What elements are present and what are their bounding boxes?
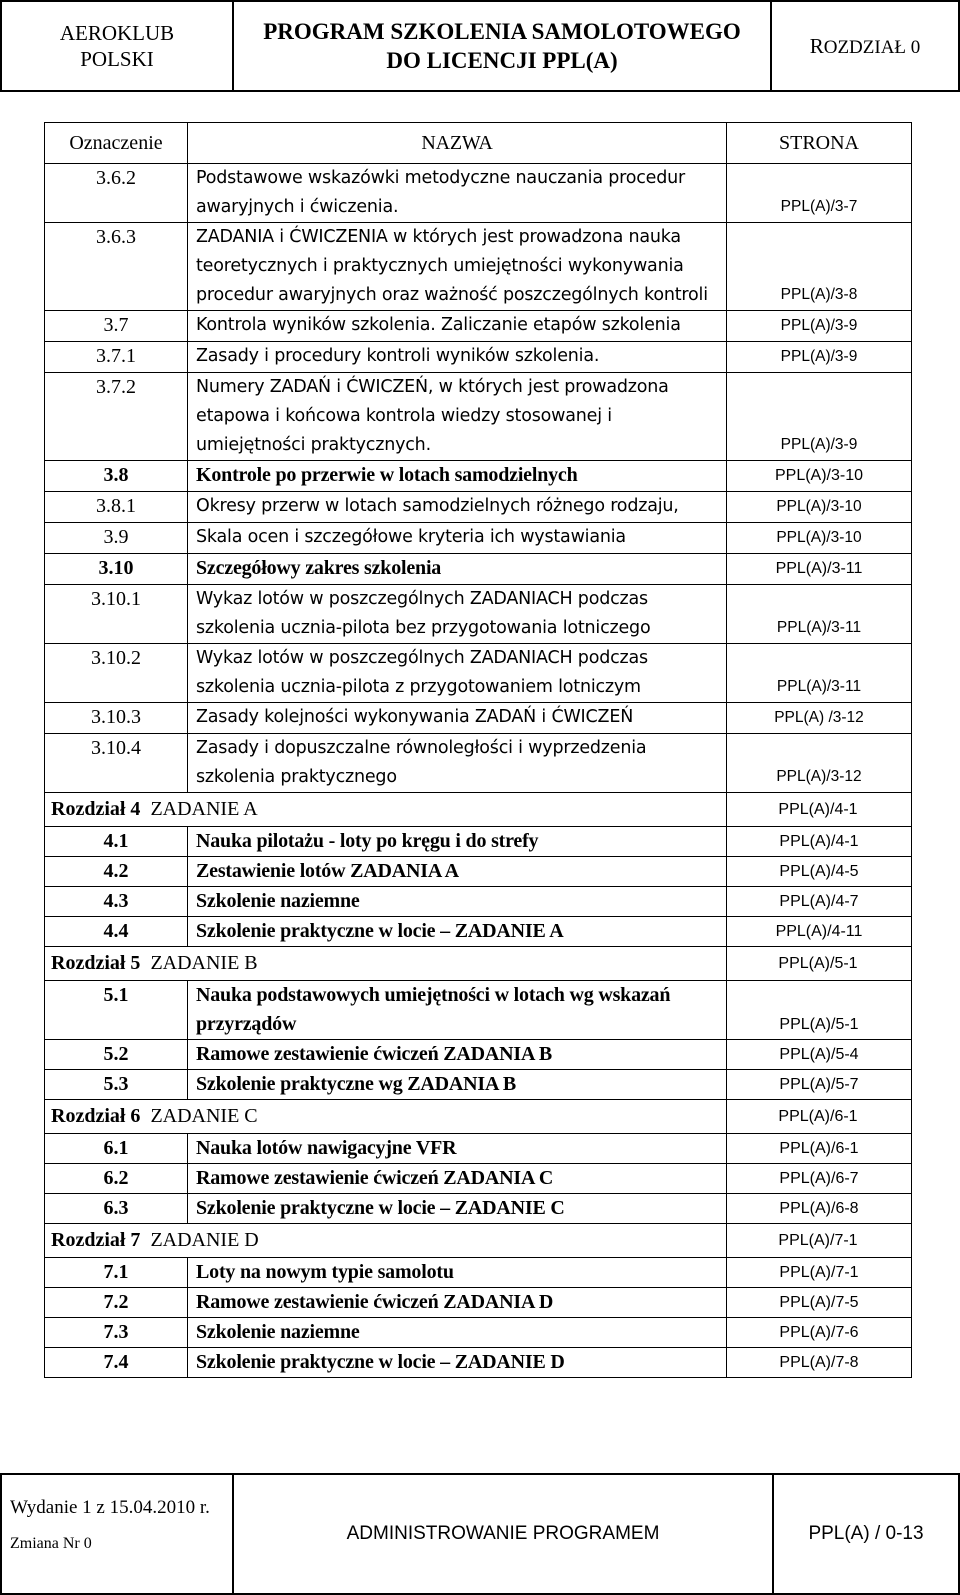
toc-entry-name: Nauka pilotażu - loty po kręgu i do strefy bbox=[188, 827, 727, 857]
toc-entry-page: PPL(A)/4-11 bbox=[727, 917, 912, 947]
toc-entry-id: 4.3 bbox=[45, 887, 188, 917]
toc-entry-name: Wykaz lotów w poszczególnych ZADANIACH podczas szkolenia ucznia-pilota bez przygotowania lotniczego bbox=[188, 585, 727, 644]
toc-row bbox=[45, 1258, 912, 1288]
toc-entry-id: 3.8 bbox=[45, 461, 188, 492]
org-line-1: AEROKLUB bbox=[59, 21, 175, 45]
toc-entry-name: Zasady kolejności wykonywania ZADAŃ i ĆWICZEŃ bbox=[188, 703, 727, 734]
toc-entry-id: 7.1 bbox=[45, 1258, 188, 1288]
toc-row bbox=[45, 342, 912, 373]
toc-entry-name: Kontrole po przerwie w lotach samodzielnych bbox=[188, 461, 727, 492]
toc-entry-name: Wykaz lotów w poszczególnych ZADANIACH podczas szkolenia ucznia-pilota z przygotowaniem lotniczym bbox=[188, 644, 727, 703]
toc-entry-id: 3.7.1 bbox=[45, 342, 188, 373]
toc-entry-name: Nauka podstawowych umiejętności w lotach wg wskazań przyrządów bbox=[188, 981, 727, 1040]
toc-entry-id: 3.10.3 bbox=[45, 703, 188, 734]
toc-entry-id: 7.3 bbox=[45, 1318, 188, 1348]
toc-entry-page: PPL(A)/4-7 bbox=[727, 887, 912, 917]
toc-entry-name: Zasady i procedury kontroli wyników szkolenia. bbox=[188, 342, 727, 373]
toc-row bbox=[45, 373, 912, 461]
chapter-number: Rozdział 7 bbox=[51, 1229, 141, 1251]
toc-entry-name: Szkolenie praktyczne w locie – ZADANIE D bbox=[188, 1348, 727, 1378]
toc-entry-name: Numery ZADAŃ i ĆWICZEŃ, w których jest prowadzona etapowa i końcowa kontrola wiedzy stosowanej i umiejętności praktycznych. bbox=[188, 373, 727, 461]
toc-entry-name: Szczegółowy zakres szkolenia bbox=[188, 554, 727, 585]
toc-entry-page: PPL(A)/6-1 bbox=[727, 1134, 912, 1164]
toc-row bbox=[45, 644, 912, 703]
chapter-heading bbox=[45, 793, 727, 827]
toc-entry-page: PPL(A) /3-12 bbox=[727, 703, 912, 734]
toc-chapter-row bbox=[45, 1224, 912, 1258]
toc-entry-id: 7.4 bbox=[45, 1348, 188, 1378]
col-header-id: Oznaczenie bbox=[45, 123, 188, 164]
page-footer bbox=[0, 1473, 960, 1595]
toc-entry-page: PPL(A)/7-1 bbox=[727, 1258, 912, 1288]
edition-text: Wydanie 1 z 15.04.2010 r. bbox=[10, 1497, 210, 1518]
toc-entry-page: PPL(A)/3-9 bbox=[727, 311, 912, 342]
toc-entry-id: 3.7 bbox=[45, 311, 188, 342]
toc-row bbox=[45, 1288, 912, 1318]
chapter-page: PPL(A)/5-1 bbox=[727, 947, 912, 981]
toc-entry-name: Loty na nowym typie samolotu bbox=[188, 1258, 727, 1288]
toc-row bbox=[45, 734, 912, 793]
toc-entry-id: 3.10.1 bbox=[45, 585, 188, 644]
toc-entry-page: PPL(A)/3-9 bbox=[727, 342, 912, 373]
toc-entry-page: PPL(A)/5-4 bbox=[727, 1040, 912, 1070]
toc-entry-page: PPL(A)/3-11 bbox=[727, 585, 912, 644]
toc-entry-id: 3.6.2 bbox=[45, 164, 188, 223]
chapter-heading bbox=[45, 1224, 727, 1258]
chapter-label bbox=[772, 2, 958, 90]
chapter-heading bbox=[45, 947, 727, 981]
toc-entry-page: PPL(A)/3-11 bbox=[727, 554, 912, 585]
page-header bbox=[0, 0, 960, 92]
toc-table bbox=[44, 122, 912, 1378]
chapter-page: PPL(A)/4-1 bbox=[727, 793, 912, 827]
toc-entry-page: PPL(A)/3-12 bbox=[727, 734, 912, 793]
toc-entry-page: PPL(A)/5-1 bbox=[727, 981, 912, 1040]
toc-row bbox=[45, 981, 912, 1040]
footer-page-number: PPL(A) / 0-13 bbox=[808, 1523, 924, 1544]
toc-row bbox=[45, 887, 912, 917]
toc-entry-name: Podstawowe wskazówki metodyczne nauczania procedur awaryjnych i ćwiczenia. bbox=[188, 164, 727, 223]
edition-info bbox=[2, 1475, 234, 1593]
toc-entry-id: 6.3 bbox=[45, 1194, 188, 1224]
toc-entry-page: PPL(A)/7-8 bbox=[727, 1348, 912, 1378]
chapter-title: ZADANIE B bbox=[150, 952, 258, 974]
toc-row bbox=[45, 461, 912, 492]
toc-header-row bbox=[45, 123, 912, 164]
col-header-page: STRONA bbox=[727, 123, 912, 164]
chapter-number: Rozdział 4 bbox=[51, 798, 141, 820]
toc-row bbox=[45, 827, 912, 857]
toc-entry-page: PPL(A)/7-6 bbox=[727, 1318, 912, 1348]
toc-row bbox=[45, 703, 912, 734]
toc-entry-id: 3.8.1 bbox=[45, 492, 188, 523]
toc-entry-id: 3.6.3 bbox=[45, 223, 188, 311]
chapter-number: Rozdział 6 bbox=[51, 1105, 141, 1127]
toc-entry-name: Zestawienie lotów ZADANIA A bbox=[188, 857, 727, 887]
toc-entry-name: Szkolenie praktyczne wg ZADANIA B bbox=[188, 1070, 727, 1100]
toc-row bbox=[45, 1070, 912, 1100]
toc-entry-id: 5.3 bbox=[45, 1070, 188, 1100]
toc-entry-id: 4.1 bbox=[45, 827, 188, 857]
toc-entry-page: PPL(A)/3-10 bbox=[727, 523, 912, 554]
toc-entry-page: PPL(A)/3-7 bbox=[727, 164, 912, 223]
toc-entry-name: Ramowe zestawienie ćwiczeń ZADANIA C bbox=[188, 1164, 727, 1194]
toc-row bbox=[45, 164, 912, 223]
toc-row bbox=[45, 1164, 912, 1194]
toc-entry-name: Szkolenie praktyczne w locie – ZADANIE A bbox=[188, 917, 727, 947]
toc-entry-id: 3.10.2 bbox=[45, 644, 188, 703]
toc-row bbox=[45, 523, 912, 554]
toc-entry-id: 7.2 bbox=[45, 1288, 188, 1318]
chapter-title: ZADANIE D bbox=[150, 1229, 259, 1251]
toc-entry-id: 4.2 bbox=[45, 857, 188, 887]
chapter-heading bbox=[45, 1100, 727, 1134]
col-header-name: NAZWA bbox=[188, 123, 727, 164]
toc-row bbox=[45, 1194, 912, 1224]
toc-entry-id: 5.2 bbox=[45, 1040, 188, 1070]
title-line-2: DO LICENCJI PPL(A) bbox=[386, 48, 618, 73]
toc-entry-page: PPL(A)/5-7 bbox=[727, 1070, 912, 1100]
toc-row bbox=[45, 585, 912, 644]
toc-entry-id: 3.9 bbox=[45, 523, 188, 554]
toc-entry-page: PPL(A)/4-5 bbox=[727, 857, 912, 887]
chapter-label-first: R bbox=[809, 33, 824, 58]
toc-entry-id: 3.10 bbox=[45, 554, 188, 585]
toc-row bbox=[45, 917, 912, 947]
organization-name bbox=[2, 2, 234, 90]
chapter-label-rest: OZDZIAŁ 0 bbox=[823, 36, 921, 58]
chapter-page: PPL(A)/6-1 bbox=[727, 1100, 912, 1134]
toc-entry-name: ZADANIA i ĆWICZENIA w których jest prowadzona nauka teoretycznych i praktycznych umiejętności wykonywania procedur awaryjnych oraz ważność poszczególnych kontroli bbox=[188, 223, 727, 311]
chapter-number: Rozdział 5 bbox=[51, 952, 141, 974]
toc-entry-page: PPL(A)/3-10 bbox=[727, 492, 912, 523]
toc-entry-id: 6.2 bbox=[45, 1164, 188, 1194]
toc-row bbox=[45, 311, 912, 342]
toc-entry-page: PPL(A)/3-8 bbox=[727, 223, 912, 311]
toc-chapter-row bbox=[45, 1100, 912, 1134]
org-line-2: POLSKI bbox=[80, 47, 154, 71]
toc-entry-page: PPL(A)/3-9 bbox=[727, 373, 912, 461]
change-text: Zmiana Nr 0 bbox=[10, 1535, 92, 1552]
toc-row bbox=[45, 492, 912, 523]
toc-row bbox=[45, 857, 912, 887]
chapter-page: PPL(A)/7-1 bbox=[727, 1224, 912, 1258]
toc-entry-name: Zasady i dopuszczalne równoległości i wyprzedzenia szkolenia praktycznego bbox=[188, 734, 727, 793]
toc-chapter-row bbox=[45, 947, 912, 981]
toc-entry-page: PPL(A)/6-8 bbox=[727, 1194, 912, 1224]
chapter-title: ZADANIE A bbox=[150, 798, 258, 820]
toc-entry-name: Ramowe zestawienie ćwiczeń ZADANIA B bbox=[188, 1040, 727, 1070]
toc-entry-name: Szkolenie naziemne bbox=[188, 1318, 727, 1348]
toc-entry-id: 5.1 bbox=[45, 981, 188, 1040]
document-title bbox=[234, 2, 772, 90]
toc-entry-name: Ramowe zestawienie ćwiczeń ZADANIA D bbox=[188, 1288, 727, 1318]
toc-entry-name: Nauka lotów nawigacyjne VFR bbox=[188, 1134, 727, 1164]
toc-row bbox=[45, 1040, 912, 1070]
toc-entry-page: PPL(A)/3-10 bbox=[727, 461, 912, 492]
toc-entry-id: 3.10.4 bbox=[45, 734, 188, 793]
toc-entry-name: Okresy przerw w lotach samodzielnych różnego rodzaju, bbox=[188, 492, 727, 523]
toc-entry-page: PPL(A)/3-11 bbox=[727, 644, 912, 703]
toc-row bbox=[45, 1318, 912, 1348]
toc-entry-name: Skala ocen i szczegółowe kryteria ich wystawiania bbox=[188, 523, 727, 554]
toc-entry-page: PPL(A)/6-7 bbox=[727, 1164, 912, 1194]
toc-row bbox=[45, 554, 912, 585]
toc-entry-name: Szkolenie naziemne bbox=[188, 887, 727, 917]
footer-section: ADMINISTROWANIE PROGRAMEM bbox=[234, 1475, 774, 1593]
toc-entry-id: 4.4 bbox=[45, 917, 188, 947]
chapter-title: ZADANIE C bbox=[150, 1105, 258, 1127]
toc-entry-id: 6.1 bbox=[45, 1134, 188, 1164]
toc-entry-page: PPL(A)/7-5 bbox=[727, 1288, 912, 1318]
toc-row bbox=[45, 1348, 912, 1378]
toc-entry-name: Szkolenie praktyczne w locie – ZADANIE C bbox=[188, 1194, 727, 1224]
title-line-1: PROGRAM SZKOLENIA SAMOLOTOWEGO bbox=[263, 19, 741, 44]
toc-chapter-row bbox=[45, 793, 912, 827]
toc-row bbox=[45, 1134, 912, 1164]
toc-entry-name: Kontrola wyników szkolenia. Zaliczanie etapów szkolenia bbox=[188, 311, 727, 342]
toc-row bbox=[45, 223, 912, 311]
toc-entry-id: 3.7.2 bbox=[45, 373, 188, 461]
toc-entry-page: PPL(A)/4-1 bbox=[727, 827, 912, 857]
